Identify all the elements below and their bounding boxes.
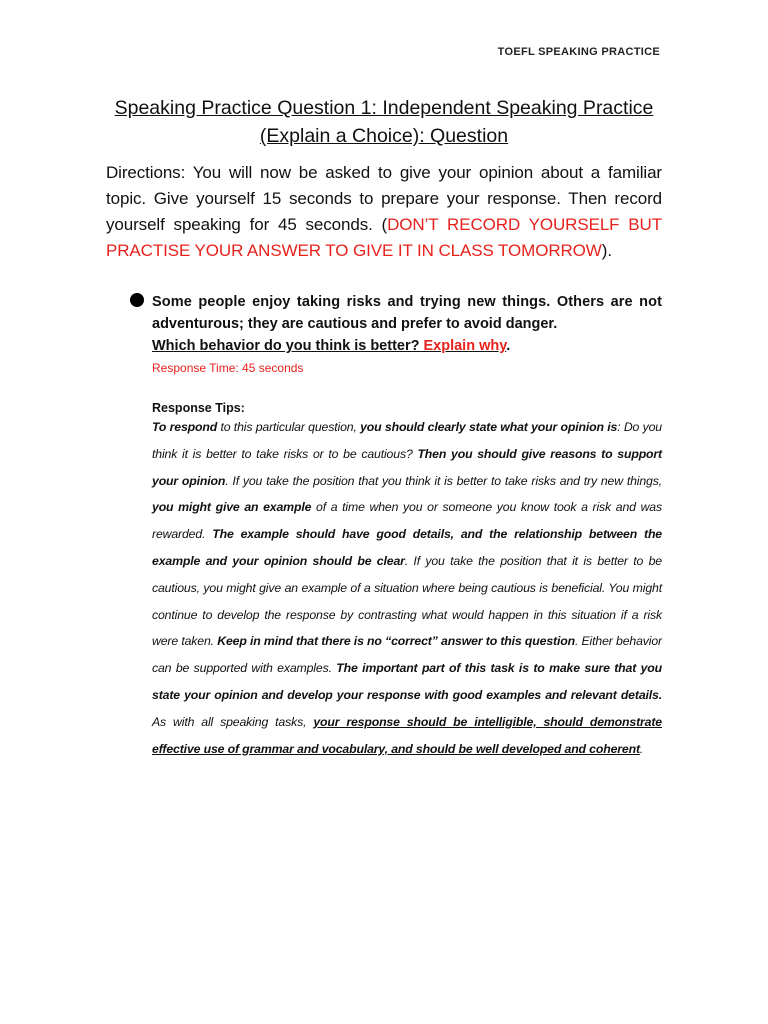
explain-why: Explain why	[423, 338, 507, 354]
tip-text: . Either behavior can be supported with examples.	[152, 634, 662, 676]
page-header: TOEFL SPEAKING PRACTICE	[497, 46, 660, 58]
question-line-3	[152, 335, 510, 357]
title-line-1: Speaking Practice Question 1: Independent Speaking Practice	[114, 97, 654, 119]
directions-end: ).	[601, 241, 612, 260]
tip-text: . If you take the position that it is better to be cautious, you might give an example of a situation where being cautious is beneficial. You might continue to develop the response by contrasting what would happen in this situation if a risk were taken.	[152, 553, 662, 649]
tip-bold: The important part of this task is to make sure that you state your opinion and develop your response with good examples and relevant details.	[152, 661, 662, 702]
tips-paragraph	[152, 414, 662, 762]
question-line-1: Some people enjoy taking risks and trying new things. Others are not	[152, 294, 662, 310]
question-period: .	[506, 338, 511, 354]
directions-paragraph	[106, 160, 662, 264]
tip-text: of a time when you or someone you know took a risk and was rewarded.	[152, 500, 662, 542]
tip-bold: To respond	[152, 420, 218, 434]
tip-text: .	[639, 741, 644, 756]
directions-text: Directions: You will now be asked to give your opinion about a familiar topic. Give yourself 15 seconds to prepare your response. Then record yourself speaking for 45 seconds. (	[106, 163, 662, 234]
tip-bold: you might give an example	[152, 500, 312, 515]
response-time: Response Time: 45 seconds	[152, 361, 304, 375]
tips-title: Response Tips:	[152, 401, 245, 415]
tip-text: : Do you think it is better to take risks or to be cautious?	[152, 420, 662, 461]
page-title	[100, 94, 668, 150]
tip-text: . If you take the position that you think it is better to take risks and try new things,	[225, 473, 662, 488]
bullet-icon	[130, 293, 144, 307]
title-line-2: (Explain a Choice): Question	[259, 125, 509, 147]
tip-bold: The example should have good details, and the relationship between the example and your opinion should be clear	[152, 527, 662, 568]
question-line-2: adventurous; they are cautious and prefer to avoid danger.	[152, 316, 558, 332]
question-block	[152, 291, 662, 357]
directions-highlight: DON’T RECORD YOURSELF BUT PRACTISE YOUR ANSWER TO GIVE IT IN CLASS TOMORROW	[106, 215, 662, 260]
question-prompt: Which behavior do you think is better?	[152, 338, 424, 354]
tip-bold: Keep in mind that there is no “correct” answer to this question	[217, 634, 575, 649]
tip-text: to this particular question,	[217, 420, 361, 434]
tip-bold: you should clearly state what your opinion is	[360, 420, 618, 434]
tip-bold: Then you should give reasons to support your opinion	[152, 446, 662, 488]
tip-text: As with all speaking tasks,	[152, 714, 314, 729]
tip-bold-underlined: your response should be intelligible, should demonstrate effective use of grammar and vocabulary, and should be well developed and coherent	[152, 714, 662, 756]
